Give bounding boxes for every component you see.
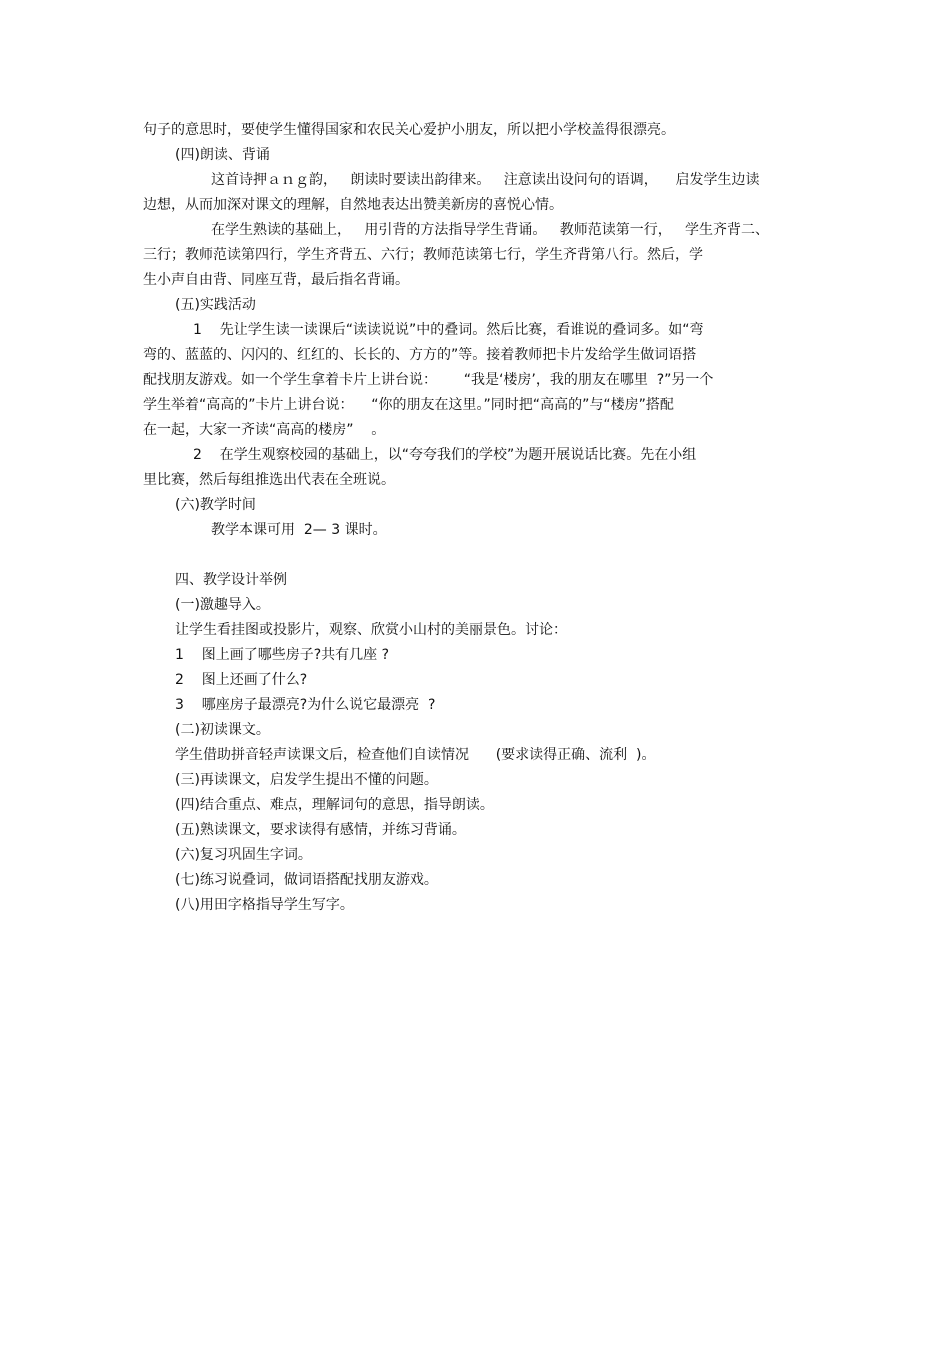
section-heading: (三)再读课文，启发学生提出不懂的问题。 — [175, 772, 438, 788]
text-line: 边想，从而加深对课文的理解，自然地表达出赞美新房的喜悦心情。 — [143, 197, 563, 213]
text-line: 学生借助拼音轻声读课文后，检查他们自读情况 (要求读得正确、流利 )。 — [175, 747, 656, 763]
text-line: 在学生熟读的基础上， 用引背的方法指导学生背诵。 教师范读第一行， 学生齐背二、 — [211, 222, 770, 238]
section-heading: (五)熟读课文，要求读得有感情，并练习背诵。 — [175, 822, 466, 838]
list-item: 2 图上还画了什么? — [175, 672, 308, 688]
section-heading: (二)初读课文。 — [175, 722, 270, 738]
section-heading: (一)激趣导入。 — [175, 597, 270, 613]
section-heading: (五)实践活动 — [175, 297, 256, 313]
text-line: 这首诗押ａｎｇ韵， 朗读时要读出韵律来。 注意读出设问句的语调， 启发学生边读 — [211, 172, 760, 188]
section-heading: (六)复习巩固生字词。 — [175, 847, 312, 863]
text-line: 弯的、蓝蓝的、闪闪的、红红的、长长的、方方的”等。接着教师把卡片发给学生做词语搭 — [143, 347, 697, 363]
text-line: 生小声自由背、同座互背，最后指名背诵。 — [143, 272, 409, 288]
section-heading: (四)结合重点、难点，理解词句的意思，指导朗读。 — [175, 797, 494, 813]
section-heading: (四)朗读、背诵 — [175, 147, 270, 163]
text-line: 学生举着“高高的”卡片上讲台说： “你的朋友在这里。”同时把“高高的”与“楼房”搭配 — [143, 397, 674, 413]
chapter-heading: 四、教学设计举例 — [175, 572, 287, 588]
list-item: 1 图上画了哪些房子?共有几座 ? — [175, 647, 390, 663]
text-line: 教学本课可用 2— 3 课时。 — [211, 522, 387, 538]
text-line: 在一起，大家一齐读“高高的楼房” 。 — [143, 422, 386, 438]
text-line: 2 在学生观察校园的基础上，以“夸夸我们的学校”为题开展说话比赛。先在小组 — [193, 447, 697, 463]
section-heading: (七)练习说叠词，做词语搭配找朋友游戏。 — [175, 872, 438, 888]
section-heading: (六)教学时间 — [175, 497, 256, 513]
section-heading: (八)用田字格指导学生写字。 — [175, 897, 354, 913]
text-line: 三行；教师范读第四行，学生齐背五、六行；教师范读第七行，学生齐背第八行。然后，学 — [143, 247, 703, 263]
text-line: 1 先让学生读一读课后“读读说说”中的叠词。然后比赛，看谁说的叠词多。如“弯 — [193, 322, 704, 338]
text-line: 里比赛，然后每组推选出代表在全班说。 — [143, 472, 395, 488]
text-line: 配找朋友游戏。如一个学生拿着卡片上讲台说： “我是‘楼房’，我的朋友在哪里 ?”另一个 — [143, 372, 714, 388]
list-item: 3 哪座房子最漂亮?为什么说它最漂亮 ? — [175, 697, 436, 713]
text-line: 让学生看挂图或投影片，观察、欣赏小山村的美丽景色。讨论： — [175, 622, 567, 638]
text-line: 句子的意思时，要使学生懂得国家和农民关心爱护小朋友，所以把小学校盖得很漂亮。 — [143, 122, 675, 138]
